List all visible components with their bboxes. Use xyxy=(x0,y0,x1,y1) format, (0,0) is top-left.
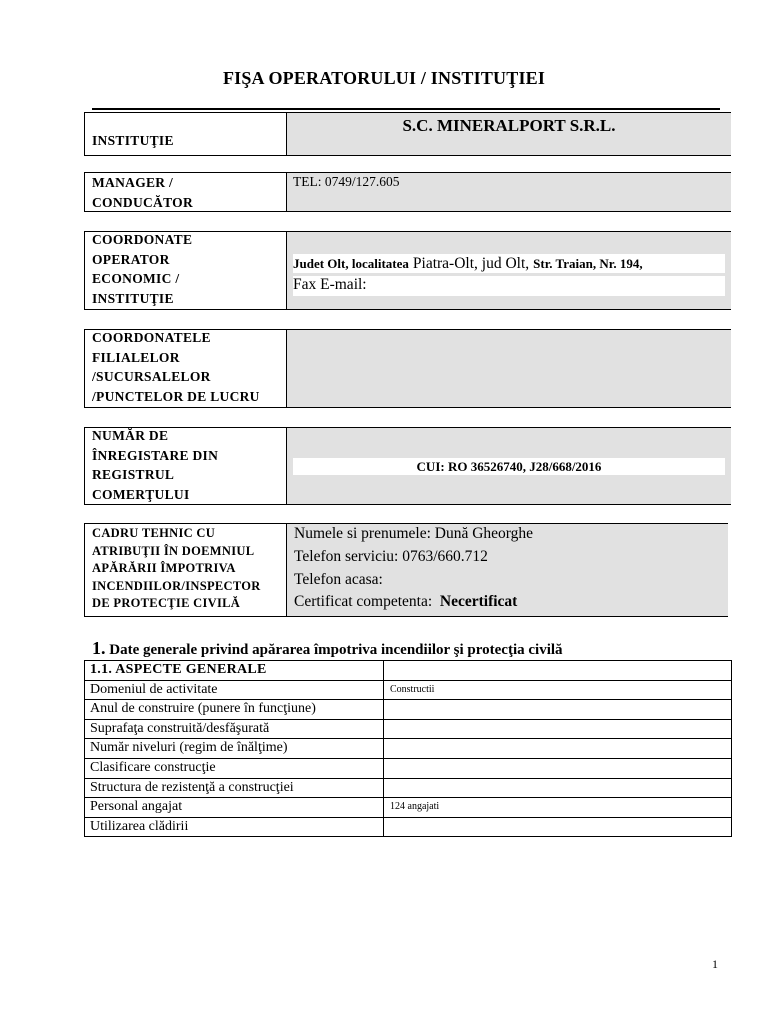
coordonate-label-line: COORDONATE xyxy=(92,232,193,247)
institutie-value-cell xyxy=(286,113,731,155)
cadru-label xyxy=(92,525,261,613)
page-number: 1 xyxy=(712,957,718,971)
coordonate-label-line: INSTITUŢIE xyxy=(92,290,174,306)
filiale-label-line: /SUCURSALELOR xyxy=(92,369,211,384)
table-header-empty xyxy=(384,661,732,681)
manager-box xyxy=(84,172,731,212)
coordonate-label-line: OPERATOR xyxy=(92,251,170,267)
filiale-box xyxy=(84,329,731,408)
row-value: 124 angajati xyxy=(384,798,732,818)
section-number: 1. xyxy=(92,638,106,658)
table-row xyxy=(85,719,732,739)
table-row xyxy=(85,739,732,759)
row-value xyxy=(384,700,732,720)
row-label: Număr niveluri (regim de înălţime) xyxy=(85,739,384,759)
cadru-label-line: DE PROTECŢIE CIVILĂ xyxy=(92,596,241,611)
table-row xyxy=(85,758,732,778)
row-label: Personal angajat xyxy=(85,798,384,818)
table-row xyxy=(85,700,732,720)
table-header-row xyxy=(85,661,732,681)
coordonate-box xyxy=(84,231,731,310)
fax-email: Fax E-mail: xyxy=(293,276,367,293)
filiale-label xyxy=(92,328,260,406)
cadru-label-line: ATRIBUŢII ÎN DOEMNIUL xyxy=(92,543,255,558)
registru-label-line: ÎNREGISTARE DIN xyxy=(92,447,219,463)
cadru-tel-serviciu: Telefon serviciu: 0763/660.712 xyxy=(294,548,488,565)
cadru-value-cell xyxy=(286,524,728,616)
title-rule xyxy=(92,108,720,110)
cui-value: CUI: RO 36526740, J28/668/2016 xyxy=(416,459,602,474)
general-aspects-table xyxy=(84,660,732,837)
row-value xyxy=(384,778,732,798)
table-row xyxy=(85,680,732,700)
coordonate-label-line: ECONOMIC / xyxy=(92,271,180,286)
cadru-label-line: APĂRĂRII ÎMPOTRIVA xyxy=(92,561,236,576)
section-title: Date generale privind apărarea împotriva incendiilor şi protecţia civilă xyxy=(109,642,563,658)
filiale-label-line: /PUNCTELOR DE LUCRU xyxy=(92,388,260,404)
row-value xyxy=(384,719,732,739)
institutie-box xyxy=(84,112,731,156)
cadru-label-line: INCENDIILOR/INSPECTOR xyxy=(92,578,261,593)
filiale-label-line: FILIALELOR xyxy=(92,349,180,365)
coordonate-label xyxy=(92,230,192,308)
page-title: FIŞA OPERATORULUI / INSTITUŢIEI xyxy=(222,68,546,88)
cadru-label-line: CADRU TEHNIC CU xyxy=(92,526,216,540)
table-row xyxy=(85,798,732,818)
coordonate-value-cell xyxy=(286,232,731,309)
cadru-certificat: Certificat competenta: Necertificat xyxy=(294,593,518,610)
section-heading xyxy=(92,638,563,659)
row-label: Suprafaţa construită/desfăşurată xyxy=(85,719,384,739)
table-header: 1.1. ASPECTE GENERALE xyxy=(85,661,384,681)
registru-label-line: COMERŢULUI xyxy=(92,486,190,502)
registru-label xyxy=(92,426,218,504)
row-label: Clasificare construcţie xyxy=(85,758,384,778)
institutie-value: S.C. MINERALPORT S.R.L. xyxy=(402,116,616,135)
cadru-tel-acasa: Telefon acasa: xyxy=(294,571,383,588)
row-value xyxy=(384,758,732,778)
registru-label-line: REGISTRUL xyxy=(92,467,175,482)
filiale-label-line: COORDONATELE xyxy=(92,330,211,345)
row-label: Structura de rezistenţă a construcţiei xyxy=(85,778,384,798)
table-row xyxy=(85,778,732,798)
fax-email-strip xyxy=(293,276,725,296)
address-line: Judet Olt, localitatea Piatra-Olt, jud Olt, Str. Traian, Nr. 194, xyxy=(293,255,643,272)
table-row xyxy=(85,817,732,837)
manager-label-line: MANAGER / xyxy=(92,175,174,190)
row-label: Anul de construire (punere în funcţiune) xyxy=(85,700,384,720)
row-value xyxy=(384,739,732,759)
cui-strip xyxy=(293,458,725,475)
cadru-nume: Numele si prenumele: Dună Gheorghe xyxy=(294,525,534,542)
manager-label-line: CONDUCĂTOR xyxy=(92,194,194,210)
filiale-value-cell xyxy=(286,330,731,407)
row-value xyxy=(384,817,732,837)
row-label: Utilizarea clădirii xyxy=(85,817,384,837)
registru-box xyxy=(84,427,731,505)
certificat-value: Necertificat xyxy=(439,593,518,610)
registru-label-line: NUMĂR DE xyxy=(92,428,169,443)
registru-value-cell xyxy=(286,428,731,504)
manager-value-cell xyxy=(286,173,731,211)
address-strip xyxy=(293,254,725,273)
row-value: Constructii xyxy=(384,680,732,700)
manager-phone: TEL: 0749/127.605 xyxy=(293,174,400,189)
cadru-box xyxy=(84,523,728,617)
institutie-label: INSTITUŢIE xyxy=(92,133,174,148)
manager-label xyxy=(92,173,193,212)
row-label: Domeniul de activitate xyxy=(85,680,384,700)
